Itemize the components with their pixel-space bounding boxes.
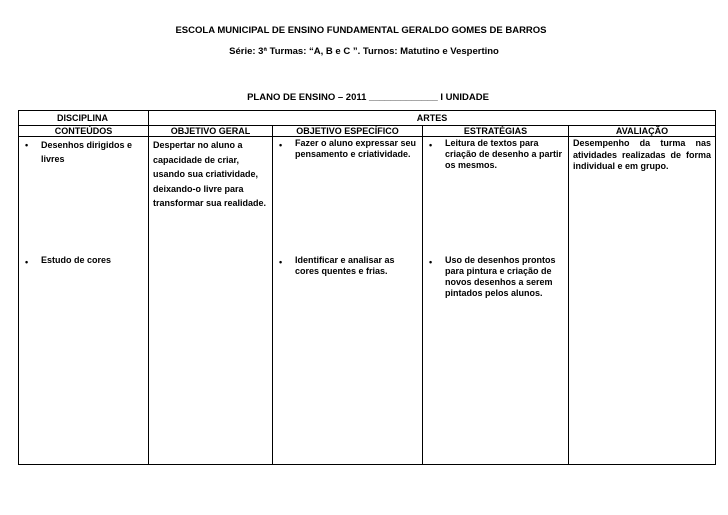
column-header-avaliacao: AVALIAÇÃO bbox=[569, 126, 716, 137]
series-classes-line: Série: 3ª Turmas: “A, B e C ”. Turnos: Matutino e Vespertino bbox=[229, 46, 499, 57]
bullet-icon: • bbox=[429, 257, 433, 267]
objetivo-especifico-cell bbox=[273, 137, 423, 465]
objetivo-geral-cell bbox=[149, 137, 273, 465]
bullet-icon: • bbox=[279, 140, 283, 150]
column-header-conteudos: CONTEÚDOS bbox=[19, 126, 149, 137]
list-item: • Desenhos dirigidos e livres bbox=[25, 140, 133, 164]
column-header-objetivo-especifico: OBJETIVO ESPECÍFICO bbox=[273, 126, 423, 137]
bullet-icon: • bbox=[25, 257, 29, 267]
discipline-label: DISCIPLINA bbox=[19, 111, 149, 126]
bullet-icon: • bbox=[279, 257, 283, 267]
column-header-objetivo-geral: OBJETIVO GERAL bbox=[149, 126, 273, 137]
estrategias-cell bbox=[423, 137, 569, 465]
list-item: • Uso de desenhos prontos para pintura e criação de novos desenhos a serem pintados pelos alunos. bbox=[429, 255, 556, 298]
discipline-value: ARTES bbox=[149, 111, 716, 126]
conteudos-cell bbox=[19, 137, 149, 465]
list-item: • Identificar e analisar as cores quentes e frias. bbox=[279, 255, 395, 276]
teaching-plan-table bbox=[18, 110, 716, 465]
objetivo-geral-text: Despertar no aluno a capacidade de criar, usando sua criatividade, deixando-o livre para transformar sua realidade. bbox=[153, 140, 267, 208]
list-item: • Fazer o aluno expressar seu pensamento e criatividade. bbox=[279, 138, 417, 159]
school-name: ESCOLA MUNICIPAL DE ENSINO FUNDAMENTAL GERALDO GOMES DE BARROS bbox=[175, 25, 547, 36]
bullet-icon: • bbox=[429, 140, 433, 150]
column-header-estrategias: ESTRATÉGIAS bbox=[423, 126, 569, 137]
avaliacao-text: Desempenho da turma nas atividades realizadas de forma individual e em grupo. bbox=[573, 138, 712, 171]
list-item: • Estudo de cores bbox=[25, 255, 112, 267]
teaching-plan-title: PLANO DE ENSINO – 2011 _____________ I UNIDADE bbox=[247, 92, 489, 103]
list-item: • Leitura de textos para criação de desenho a partir os mesmos. bbox=[429, 138, 563, 170]
bullet-icon: • bbox=[25, 140, 29, 150]
avaliacao-cell bbox=[569, 137, 716, 465]
